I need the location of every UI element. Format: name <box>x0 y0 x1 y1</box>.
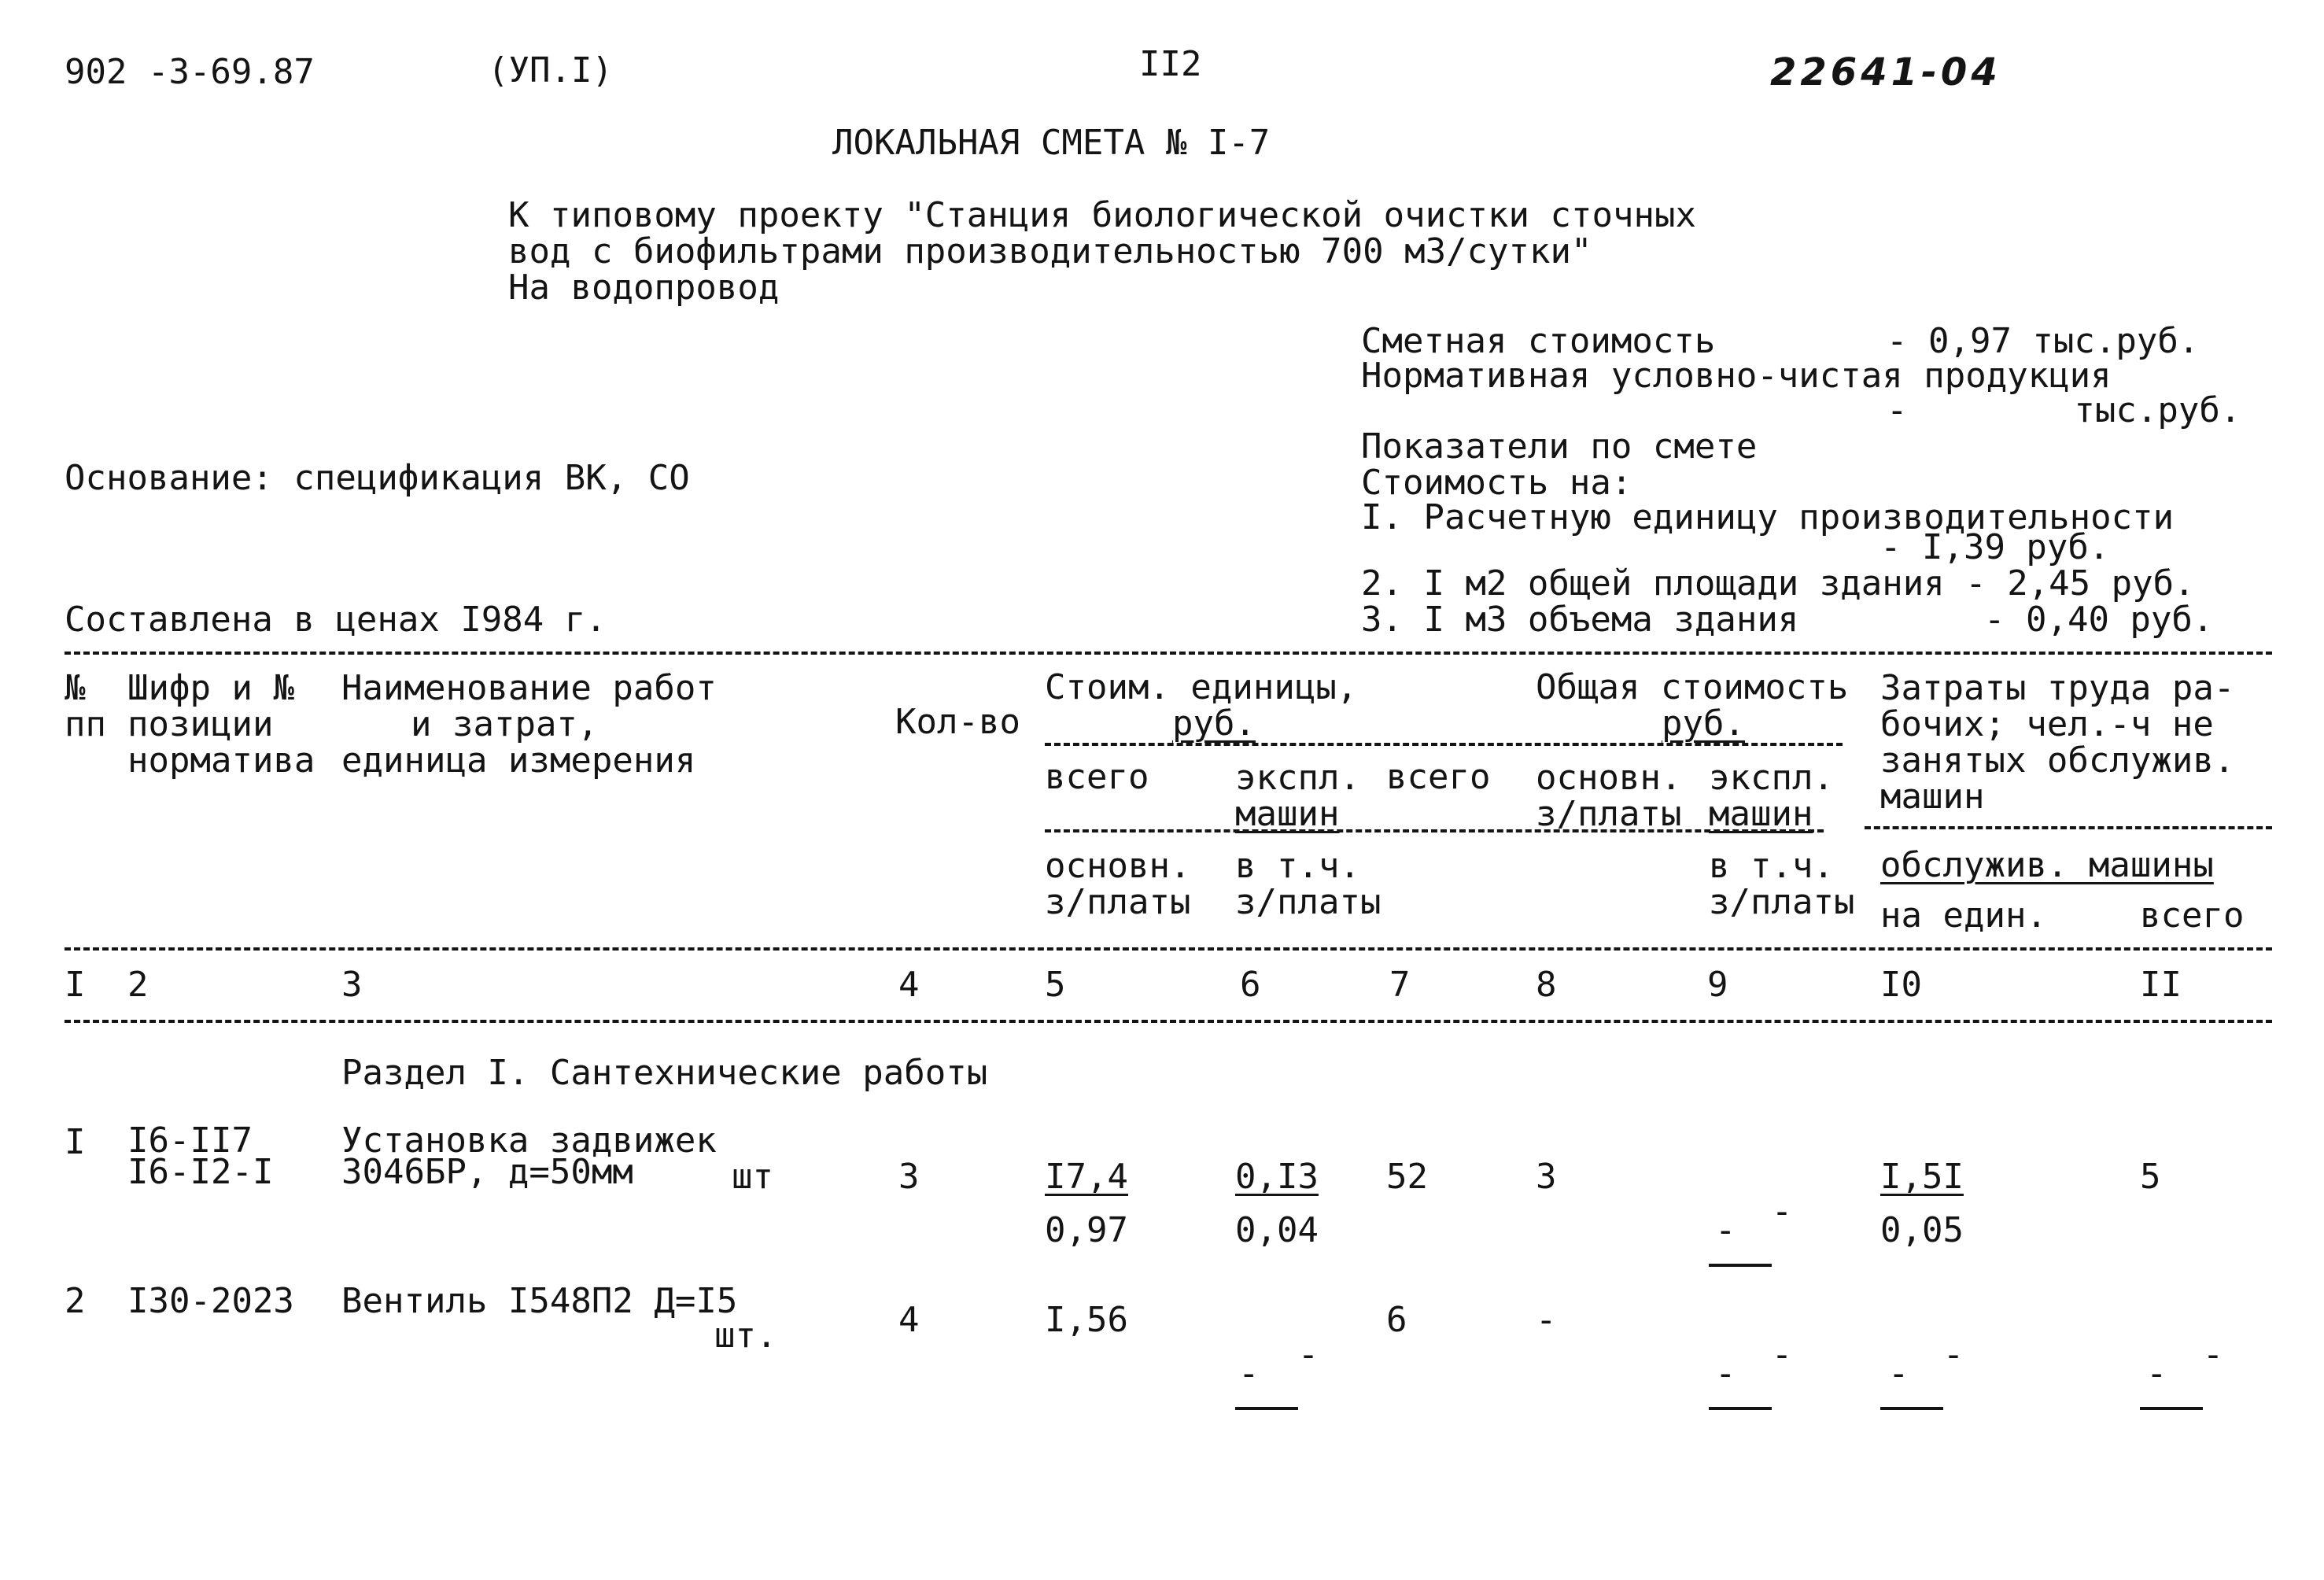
page-number: II2 <box>1139 44 1202 84</box>
indicator-2: 2. I м2 общей площади здания - 2,45 руб. <box>1361 563 2195 604</box>
project-line-2: вод с биофильтрами производительностью 700 м3/сутки" <box>508 231 1592 271</box>
indicator-1-value: - I,39 руб. <box>1880 527 2110 567</box>
column-number-9: 9 <box>1707 965 1728 1005</box>
header-col6-bottom: в т.ч. з/платы <box>1235 846 1381 922</box>
album-number: (УП.I) <box>488 50 613 90</box>
row-1-total-machines-value: - <box>1771 1191 1793 1231</box>
header-col5-bottom: основн. з/платы <box>1045 846 1191 922</box>
header-col8: основн. з/платы <box>1536 758 1682 834</box>
column-number-2: 2 <box>127 965 149 1005</box>
column-number-11: II <box>2140 965 2182 1005</box>
indicator-3-value: - 0,40 руб. <box>1984 600 2214 640</box>
row-1-unit: шт <box>732 1157 773 1197</box>
row-2-labor-total-wages: - <box>2146 1353 2167 1394</box>
header-total-cost-unit: руб. <box>1662 703 1745 744</box>
indicator-1-label: I. Расчетную единицу производительности <box>1361 497 2175 537</box>
header-col-number: № пп <box>65 668 106 744</box>
row-2-labor-total-value: - <box>2202 1335 2224 1375</box>
row-1-labor-per-unit: I,5I <box>1880 1157 1964 1197</box>
price-level: Составлена в ценах I984 г. <box>65 600 607 640</box>
estimate-cost-value: - 0,97 тыс.руб. <box>1887 321 2200 361</box>
indicator-3-label: 3. I м3 объема здания <box>1361 600 1799 640</box>
header-col11-bottom: всего <box>2140 895 2245 936</box>
row-2-unit-machines-wages: - <box>1238 1353 1260 1394</box>
normative-production-label: Нормативная условно-чистая продукция <box>1361 356 2112 396</box>
header-col6-top: экспл. машин <box>1235 758 1360 834</box>
header-total-cost-title: Общая стоимость <box>1536 667 1849 707</box>
column-number-10: I0 <box>1880 965 1922 1005</box>
header-col9-top: экспл. машин <box>1709 758 1834 834</box>
column-number-3: 3 <box>341 965 363 1005</box>
table-top-rule <box>65 652 2272 655</box>
header-col7-top: всего <box>1386 757 1491 797</box>
header-unit-cost-title: Стоим. единицы, <box>1045 667 1358 707</box>
row-2-labor-total-rule <box>2140 1407 2203 1410</box>
header-col-code: Шифр и № позиции норматива <box>127 668 315 781</box>
row-2-unit-machines-rule <box>1235 1407 1298 1410</box>
header-col5-top: всего <box>1045 757 1149 797</box>
basis: Основание: спецификация ВК, СО <box>65 458 690 498</box>
section-title: Раздел I. Сантехнические работы <box>341 1053 988 1093</box>
row-2-labor-per-unit-rule <box>1880 1407 1943 1410</box>
project-line-3: На водопровод <box>508 268 780 308</box>
header-col-name: Наименование работ и затрат, единица измерения <box>341 668 717 781</box>
column-number-1: I <box>65 965 86 1005</box>
row-2-quantity: 4 <box>898 1300 920 1340</box>
header-col-quantity: Кол-во <box>895 702 1020 742</box>
row-1-unit-machines-wages: 0,04 <box>1235 1210 1319 1250</box>
row-1-labor-total: 5 <box>2140 1157 2161 1197</box>
row-1-total: 52 <box>1386 1157 1428 1197</box>
page-title: ЛОКАЛЬНАЯ СМЕТА № I-7 <box>832 123 1271 163</box>
column-number-7: 7 <box>1389 965 1411 1005</box>
row-1-unit-cost-total: I7,4 <box>1045 1157 1128 1197</box>
column-number-rule <box>65 1020 2272 1023</box>
row-2-unit-machines-value: - <box>1297 1335 1319 1375</box>
row-1-name: Установка задвижек 3046БР, д=50мм <box>341 1120 717 1192</box>
cost-per-label: Стоимость на: <box>1361 463 1632 503</box>
row-1-quantity: 3 <box>898 1157 920 1197</box>
row-1-code: I6-II7 I6-I2-I <box>127 1120 274 1192</box>
estimate-cost-label: Сметная стоимость <box>1361 321 1716 361</box>
project-line-1: К типовому проекту "Станция биологической очистки сточных <box>508 195 1696 235</box>
column-number-8: 8 <box>1536 965 1557 1005</box>
row-2-total-machines-rule <box>1709 1407 1772 1410</box>
document-code: 902 -3-69.87 <box>65 52 315 92</box>
row-2-total: 6 <box>1386 1300 1407 1340</box>
row-1-labor-machines: 0,05 <box>1880 1210 1964 1250</box>
header-machine-service: обслужив. машины <box>1880 845 2214 885</box>
column-number-5: 5 <box>1045 965 1066 1005</box>
inventory-number: 22641-04 <box>1770 50 2001 94</box>
row-1-unit-machines: 0,I3 <box>1235 1157 1319 1197</box>
column-number-4: 4 <box>898 965 920 1005</box>
row-2-unit-cost-total: I,56 <box>1045 1300 1128 1340</box>
row-1-total-machines-rule <box>1709 1264 1772 1267</box>
row-2-number: 2 <box>65 1281 86 1321</box>
row-1-total-machines-wages: - <box>1715 1210 1736 1250</box>
indicators-title: Показатели по смете <box>1361 426 1758 467</box>
column-number-6: 6 <box>1240 965 1261 1005</box>
header-bottom-rule <box>65 947 2272 951</box>
subheader-rule <box>1045 829 1824 832</box>
row-2-total-wages: - <box>1536 1300 1557 1340</box>
row-2-labor-per-unit-value: - <box>1942 1335 1964 1375</box>
row-2-labor-machines: - <box>1888 1353 1909 1394</box>
header-labor-title: Затраты труда ра- бочих; чел.-ч не занятых обслужив. машин <box>1880 668 2235 817</box>
row-1-total-wages: 3 <box>1536 1157 1557 1197</box>
header-col9-bottom: в т.ч. з/платы <box>1709 846 1855 922</box>
labor-rule <box>1865 826 2272 829</box>
header-unit-cost-unit: руб. <box>1172 703 1256 744</box>
row-2-unit: шт. <box>714 1316 777 1356</box>
row-2-total-machines-value: - <box>1771 1335 1793 1375</box>
row-1-number: I <box>65 1122 86 1162</box>
row-1-unit-cost-wages: 0,97 <box>1045 1210 1128 1250</box>
header-col10-bottom: на един. <box>1880 895 2047 936</box>
row-2-name: Вентиль I548П2 Д=I5 <box>341 1281 738 1321</box>
normative-production-value: - тыс.руб. <box>1887 390 2241 430</box>
row-2-code: I30-2023 <box>127 1281 294 1321</box>
row-2-total-machines-wages: - <box>1715 1353 1736 1394</box>
